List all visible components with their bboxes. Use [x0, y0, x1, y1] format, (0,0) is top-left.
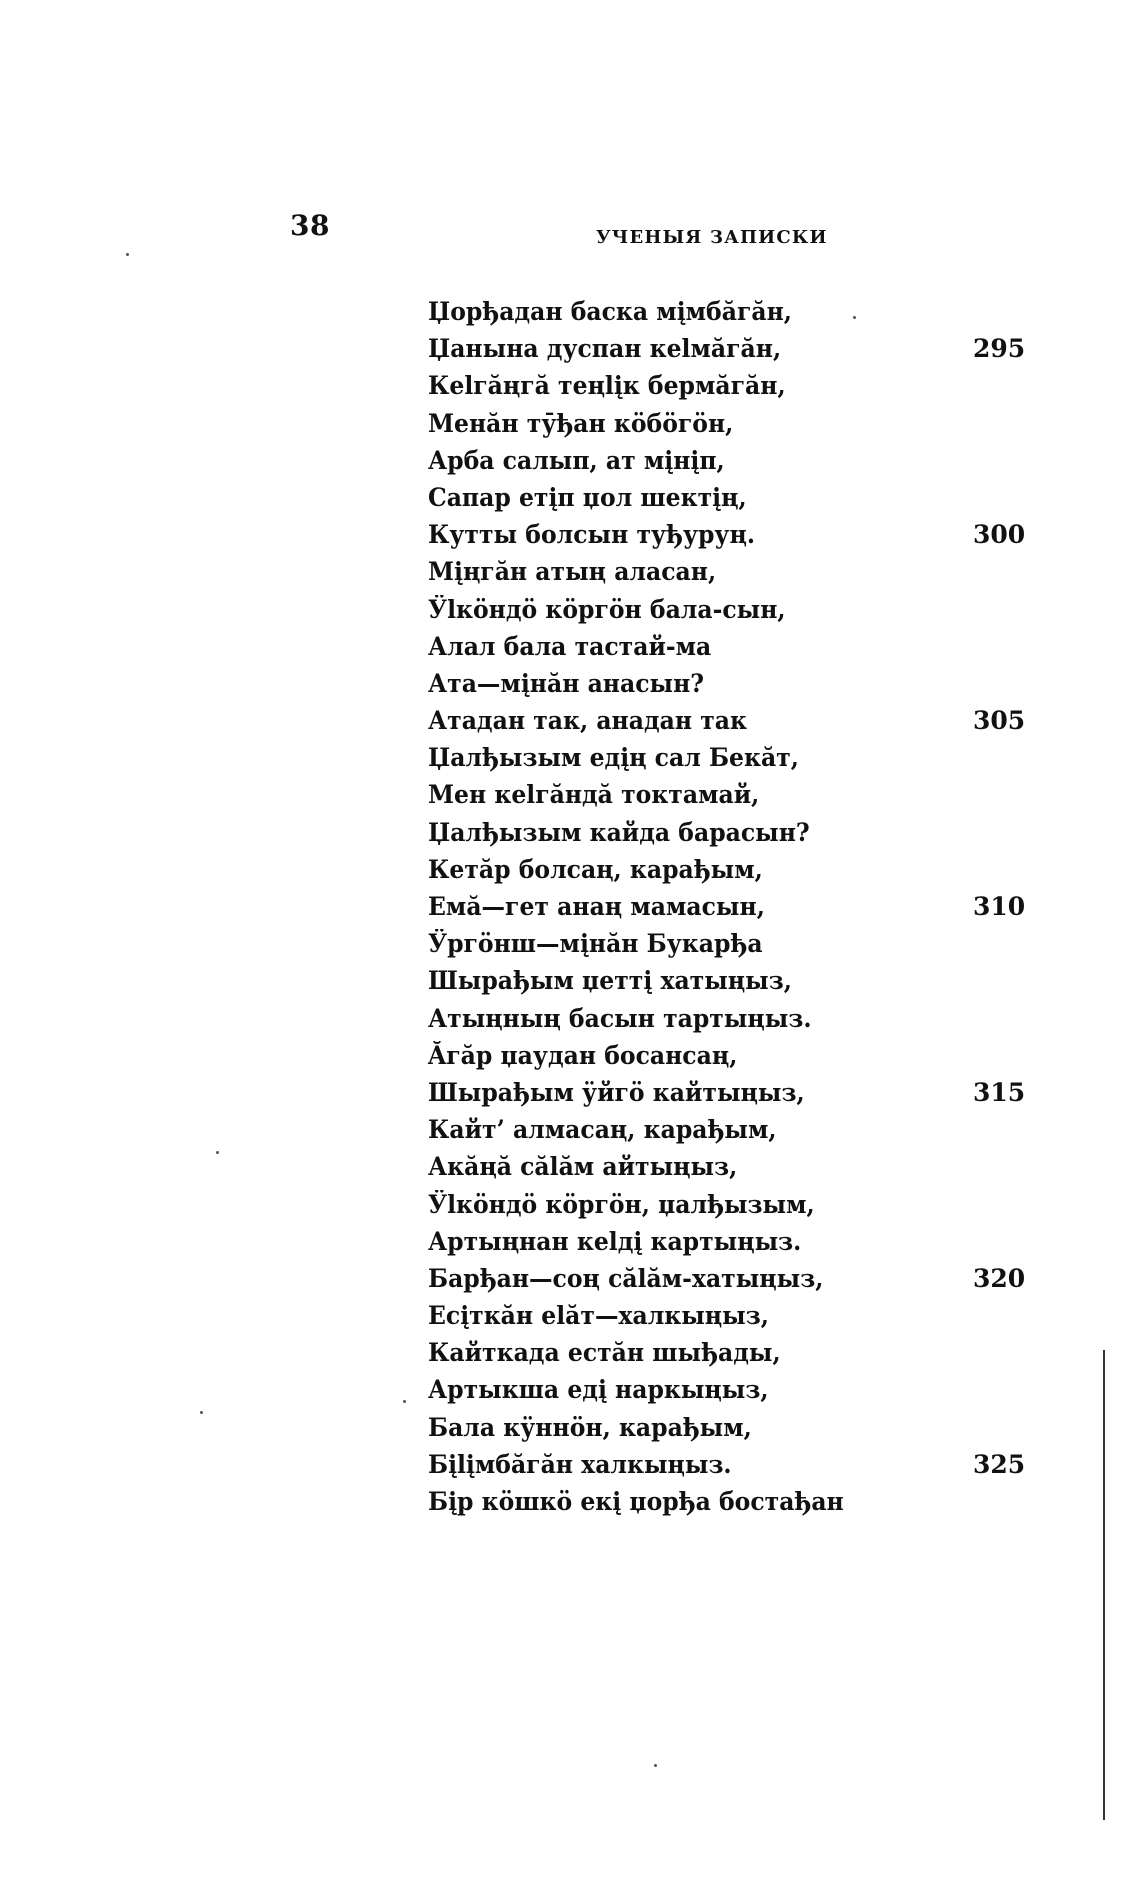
- verse-text: Шырађым џеттį хатыңыз,: [428, 966, 792, 996]
- verse-text: Атадан так, анадан так: [428, 706, 748, 736]
- verse-line: [428, 293, 1028, 330]
- scan-edge-line: [1103, 1350, 1105, 1820]
- verse-line: [428, 1111, 1028, 1148]
- verse-line: [428, 628, 1028, 665]
- verse-line: [428, 442, 1028, 479]
- verse-line: [428, 888, 1028, 925]
- verse-text: Џорђадан баска мįмбăгăн,: [428, 297, 792, 326]
- verse-text: Мен кelгăндă токтамай,: [428, 780, 760, 810]
- scan-speck: [403, 1400, 406, 1403]
- line-number: 305: [973, 706, 1026, 736]
- verse-line: [428, 1446, 1028, 1483]
- verse-line: [428, 1371, 1028, 1408]
- verse-text: Шырађым ӱйгӧ кайтыңыз,: [428, 1077, 805, 1107]
- line-number: 325: [973, 1449, 1026, 1479]
- scan-speck: [200, 1411, 203, 1414]
- line-number: 310: [973, 892, 1026, 921]
- verse-text: Џанына дуспан кelмăгăн,: [428, 334, 782, 364]
- verse-line: [428, 1483, 1028, 1520]
- verse-text: Кутты болсын туђуруң.: [428, 520, 756, 550]
- verse-line: [428, 739, 1028, 776]
- verse-line: [428, 925, 1028, 962]
- verse-text: Ӱlкӧндӧ кӧргӧн, џалђызым,: [428, 1189, 815, 1219]
- verse-text: Артыкша едį наркыңыз,: [428, 1375, 769, 1405]
- verse-line: [428, 776, 1028, 813]
- verse-text: Џалђызым едįң сал Бекăт,: [428, 743, 799, 773]
- verse-text: Есįткăн elăт—халкыңыз,: [428, 1301, 769, 1331]
- verse-line: [428, 330, 1028, 367]
- verse-text: Бįlįмбăгăн халкыңыз.: [428, 1449, 732, 1479]
- running-head: УЧЕНЫЯ ЗАПИСКИ: [596, 227, 828, 248]
- verse-text: Кетăр болсаң, карађым,: [428, 854, 763, 884]
- verse-text: Ата—мįнăн анасын?: [428, 668, 705, 698]
- scan-speck: [216, 1151, 219, 1154]
- line-number: 320: [973, 1263, 1026, 1293]
- verse-text: Кelгăңгă теңlįк бермăгăн,: [428, 371, 786, 401]
- verse-text: Барђан—соң сălăм-хатыңыз,: [428, 1263, 824, 1293]
- line-number: 315: [973, 1077, 1026, 1107]
- verse-line: [428, 1297, 1028, 1334]
- line-number: 300: [973, 520, 1026, 550]
- verse-text: Атыңның басын тартыңыз.: [428, 1003, 812, 1033]
- verse-text: Кайт’ алмасаң, карађым,: [428, 1115, 777, 1145]
- verse-text: Сапар етįп џол шектįң,: [428, 482, 747, 512]
- verse-line: [428, 1186, 1028, 1223]
- verse-line: [428, 665, 1028, 702]
- verse-text: Ăгăр џаудан босансаң,: [428, 1040, 738, 1070]
- verse-text: Арба салып, ат мįнįп,: [428, 445, 725, 475]
- verse-line: [428, 851, 1028, 888]
- verse-text: Артыңнан кelдį картыңыз.: [428, 1226, 802, 1256]
- verse-text: Ӱlкӧндӧ кӧргӧн бала-сын,: [428, 594, 786, 624]
- line-number: 295: [973, 334, 1026, 364]
- scan-speck: [654, 1764, 657, 1767]
- verse-line: [428, 405, 1028, 442]
- verse-line: [428, 1148, 1028, 1185]
- verse-line: [428, 553, 1028, 590]
- verse-text: Емă—гет анаң мамасын,: [428, 892, 765, 921]
- verse-line: [428, 1260, 1028, 1297]
- verse-line: [428, 479, 1028, 516]
- verse-line: [428, 1000, 1028, 1037]
- poem-text: [428, 293, 1028, 1520]
- verse-line: [428, 591, 1028, 628]
- verse-text: Ӱргӧнш—мįнăн Букарђа: [428, 929, 763, 959]
- verse-text: Менăн тӯђан кӧбӧгӧн,: [428, 408, 734, 438]
- verse-line: [428, 516, 1028, 553]
- verse-line: [428, 814, 1028, 851]
- verse-line: [428, 1074, 1028, 1111]
- verse-line: [428, 1037, 1028, 1074]
- page-number: 38: [290, 209, 330, 242]
- verse-line: [428, 1334, 1028, 1371]
- verse-text: Мįңгăн атың аласан,: [428, 557, 717, 587]
- verse-text: Бįр кӧшкӧ екį џорђа бостађан: [428, 1487, 844, 1516]
- scan-speck: [853, 316, 856, 319]
- verse-text: Џалђызым кайда барасын?: [428, 817, 810, 847]
- verse-text: Кайткада естăн шыђады,: [428, 1338, 781, 1368]
- verse-line: [428, 1223, 1028, 1260]
- verse-line: [428, 702, 1028, 739]
- verse-line: [428, 367, 1028, 404]
- verse-text: Акăңă сălăм айтыңыз,: [428, 1152, 738, 1182]
- verse-text: Алал бала тастай-ма: [428, 631, 712, 661]
- verse-line: [428, 1409, 1028, 1446]
- verse-text: Бала кӱннӧн, карађым,: [428, 1412, 752, 1442]
- verse-line: [428, 962, 1028, 999]
- scan-speck: [126, 253, 129, 256]
